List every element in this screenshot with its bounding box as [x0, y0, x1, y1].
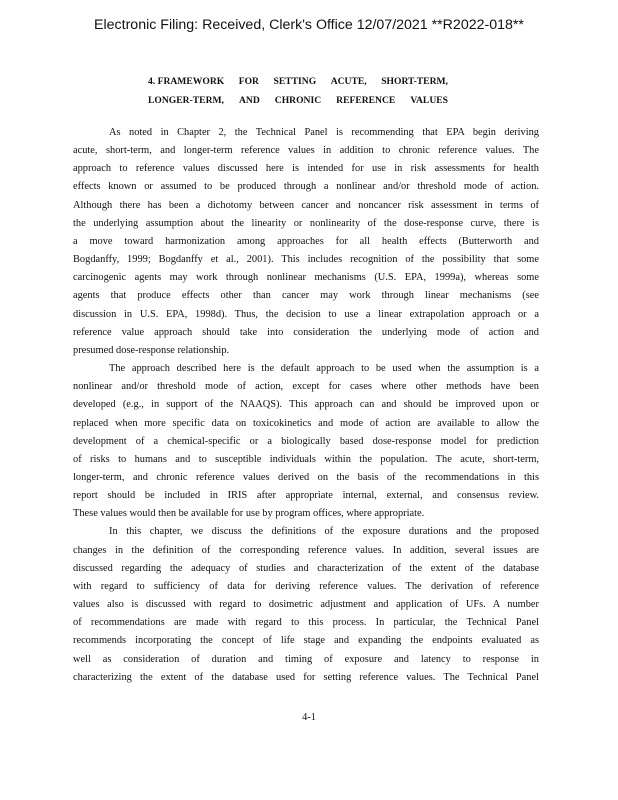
text-line: of risks to humans and to susceptible individuals within the population. The acute, short-term,	[73, 453, 539, 465]
text-line: values also is discussed with regard to dosimetric adjustment and application of UFs. A number	[73, 599, 539, 611]
heading-word: ACUTE,	[330, 76, 367, 87]
heading-word: FOR	[238, 76, 259, 87]
text-line: reference value approach should take into consideration the underlying mode of action and	[73, 326, 539, 338]
filing-header: Electronic Filing: Received, Clerk's Office 12/07/2021 **R2022-018**	[94, 17, 524, 33]
text-line: a move toward harmonization among approaches for all health effects (Butterworth and	[73, 235, 539, 247]
heading-word: AND	[238, 95, 260, 106]
text-line: Although there has been a dichotomy between cancer and noncancer risk assessment in terms of	[73, 199, 539, 211]
text-line: acute, short-term, and longer-term reference values in addition to chronic reference values. The	[73, 145, 539, 157]
heading-word: LONGER-TERM,	[148, 95, 224, 106]
body-text	[73, 124, 539, 687]
text-line: carcinogenic agents may work through nonlinear mechanisms (U.S. EPA, 1999a), whereas some	[73, 272, 539, 284]
page-number: 4-1	[302, 712, 316, 723]
text-line: Bogdanffy, 1999; Bogdanffy et al., 2001). This includes recognition of the possibility that some	[73, 254, 539, 266]
text-line: presumed dose-response relationship.	[73, 344, 230, 356]
text-line: with regard to sufficiency of data for deriving reference values. The derivation of reference	[73, 580, 539, 592]
text-line: discussed regarding the adequacy of studies and characterization of the extent of the database	[73, 562, 539, 574]
text-line: development of a chemical-specific or a biologically based dose-response model for prediction	[73, 435, 539, 447]
paragraph	[73, 360, 539, 523]
text-line: effects known or assumed to be produced through a nonlinear and/or threshold mode of action.	[73, 181, 539, 193]
section-heading-line-1	[148, 72, 448, 91]
text-line: characterizing the extent of the database used for setting reference values. The Technical Panel	[73, 671, 539, 683]
text-line: discussion in U.S. EPA, 1998d). Thus, the decision to use a linear extrapolation approach or a	[73, 308, 539, 320]
heading-word: SETTING	[273, 76, 317, 87]
text-line: These values would then be available for use by program offices, where appropriate.	[73, 508, 425, 520]
text-line: longer-term, and chronic reference values derived on the basis of the recommendations in this	[73, 471, 539, 483]
heading-word: 4. FRAMEWORK	[148, 76, 225, 87]
text-line: The approach described here is the default approach to be used when the assumption is a	[109, 363, 539, 375]
heading-word: CHRONIC	[274, 95, 322, 106]
section-heading-line-2	[148, 91, 448, 110]
text-line: nonlinear and/or threshold mode of action, except for cases where other methods have been	[73, 381, 539, 393]
text-line: recommends incorporating the concept of life stage and expanding the endpoints evaluated as	[73, 635, 539, 647]
text-line: As noted in Chapter 2, the Technical Panel is recommending that EPA begin deriving	[109, 127, 539, 138]
paragraph	[73, 124, 539, 360]
text-line: changes in the definition of the corresponding reference values. In addition, several issues are	[73, 544, 539, 556]
section-heading	[148, 72, 448, 110]
text-line: well as consideration of duration and timing of exposure and latency to response in	[73, 653, 539, 665]
text-line: replaced when more specific data on toxicokinetics and mode of action are available to allow the	[73, 417, 539, 429]
text-line: report should be included in IRIS after appropriate internal, external, and consensus review.	[73, 490, 539, 502]
text-line: agents that produce effects other than cancer may work through linear mechanisms (see	[73, 290, 539, 302]
text-line: the underlying assumption about the linearity or nonlinearity of the dose-response curve, there is	[73, 217, 539, 229]
text-line: developed (e.g., in support of the NAAQS). This approach can and should be improved upon or	[73, 399, 539, 411]
heading-word: VALUES	[410, 95, 448, 106]
heading-word: SHORT-TERM,	[381, 76, 448, 87]
paragraph	[73, 523, 539, 686]
text-line: In this chapter, we discuss the definitions of the exposure durations and the proposed	[109, 526, 539, 538]
text-line: approach to reference values discussed here is intended for use in risk assessments for health	[73, 163, 539, 175]
heading-word: REFERENCE	[336, 95, 396, 106]
text-line: of recommendations are made with regard to this process. In particular, the Technical Panel	[73, 617, 539, 629]
